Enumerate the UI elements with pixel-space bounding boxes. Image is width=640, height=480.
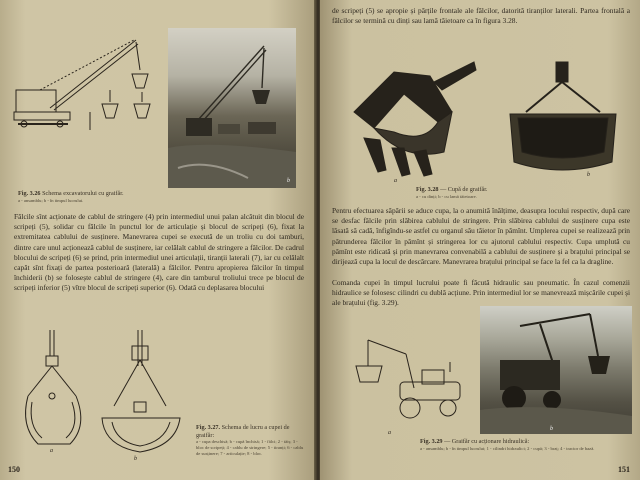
figure-3-26-caption: Fig. 3.26 Schema excavatorului cu graifăr. a - ansamblu; b - în timpul lucrului. bbox=[18, 190, 124, 203]
figure-3-29b-hydraulic-grab-photo bbox=[480, 306, 632, 434]
hydraulic-grab-line-drawing bbox=[338, 326, 478, 436]
grab-closed-line-drawing bbox=[94, 326, 190, 462]
figure-3-27b-label: b bbox=[134, 456, 137, 462]
left-page bbox=[0, 0, 316, 480]
figure-3-29a-hydraulic-grab-drawing bbox=[338, 326, 478, 436]
page-number-right: 151 bbox=[618, 465, 630, 474]
left-body-text: Fălcile sînt acționate de cablul de stringere (4) prin intermediul unui palan alcătuit din blocul de scripeți (5), solidar cu fălcile în punctul lor de articulație și blocul de scripeți (6), fixat la extremitatea cablului de susținere. Manevrarea cupei se execută de un troliu cu doi tamburi, dintre care unul acționează cablul de susținere, iar celălalt cablul de stringere a fălcilor. De cadrul blocului de scripeți (6) se prind, prin intermediul unei articulații, tiranții laterali (7), iar cu celălalt capăt sînt fixați de partea posterioară (laterală) a fălcilor. Pentru apropierea fălcilor în timpul închiderii (b) se folosește cablul de stringere (4), care din tamburul troliului trece pe blocul de scripeți inferior (5) vître blocul de scripeți superior (6). Odată cu deplasarea blocului bbox=[14, 212, 304, 293]
right-body-text-mid2: Comanda cupei în timpul lucrului poate fi făcută hidraulic sau pneumatic. În cazul comenzii hidraulice se folosesc cilindri cu dublă acțiune. Prin intermediul lor se manevrează mișcările cupei și ale brațului (fig. 3.29). bbox=[332, 278, 630, 308]
figure-3-29a-label: a bbox=[388, 430, 391, 436]
right-body-text-mid: Pentru efectuarea săpării se aduce cupa, la o anumită înălțime, deasupra locului respectiv, după care se desfac fălcile prin slăbirea cablului de stringere. Prin slăbirea cablului de susținere cupa este lăsată să cadă, înfigîndu-se astfel cu organul său tăietor în pămînt. Umplerea cupei se realizează prin pătrunderea fălcilor în pămînt și stringerea lor cu ajutorul cablului respectiv. Cupa umplută cu pămînt este ridicată și prin manevrarea convenabilă a cablului de susținere și a brațului principal se dirijează cupa la locul de descărcare. Manevrarea brațului principal se face la fel ca la dragline. bbox=[332, 206, 630, 267]
grab-blade-illustration bbox=[496, 54, 630, 184]
figure-3-27a-grab-open-drawing bbox=[14, 326, 94, 454]
excavator-line-drawing bbox=[10, 30, 162, 140]
figure-3-27b-grab-closed-drawing bbox=[94, 326, 190, 462]
figure-3-28-caption: Fig. 3.28 — Cupă de graifăr. a - cu dinți; b - cu lamă tăietoare. bbox=[416, 186, 488, 199]
figure-3-26b-excavator-photo bbox=[168, 28, 296, 188]
page-number-left: 150 bbox=[8, 465, 20, 474]
figure-3-27-caption: Fig. 3.27. Schema de lucru a cupei de graifăr: a - cupa deschisă; b - cupă închisă; 1 - fălci; 2 - tăiș; 3 - bloc de scripeți; 4 - cablu de stringere; 5 - tiranți; 6 - cablu de susținere; 7 - articulație; 8 - bloc. bbox=[196, 424, 304, 457]
right-page bbox=[320, 0, 640, 480]
figure-3-28b-label: b bbox=[587, 172, 590, 178]
figure-3-26b-label: b bbox=[287, 178, 290, 184]
figure-3-29-caption: Fig. 3.29 — Graifăr cu acționare hidraulică: a - ansamblu; b - în timpul lucrului; 1 - cilindri hidraulici; 2 - cupă; 3 - braț; 4 - tractor de bază. bbox=[420, 438, 595, 451]
hydraulic-grab-photo-illustration bbox=[480, 306, 632, 434]
figure-3-28a-label: a bbox=[394, 178, 397, 184]
grab-teeth-illustration bbox=[334, 52, 484, 184]
right-body-text-top: de scripeți (5) se apropie și părțile frontale ale fălcilor, datorită tiranților laterali. Partea frontală a fălcilor se termină cu dinți sau lamă tăietoare ca în figura 3.28. bbox=[332, 6, 630, 26]
excavator-photo-illustration bbox=[168, 28, 296, 188]
figure-3-28a-grab-with-teeth bbox=[334, 52, 484, 184]
grab-open-line-drawing bbox=[14, 326, 94, 454]
figure-3-27a-label: a bbox=[50, 448, 53, 454]
figure-3-29b-label: b bbox=[550, 426, 553, 432]
figure-3-26a-excavator-drawing bbox=[10, 30, 162, 140]
figure-3-28b-grab-with-blade bbox=[496, 54, 630, 184]
